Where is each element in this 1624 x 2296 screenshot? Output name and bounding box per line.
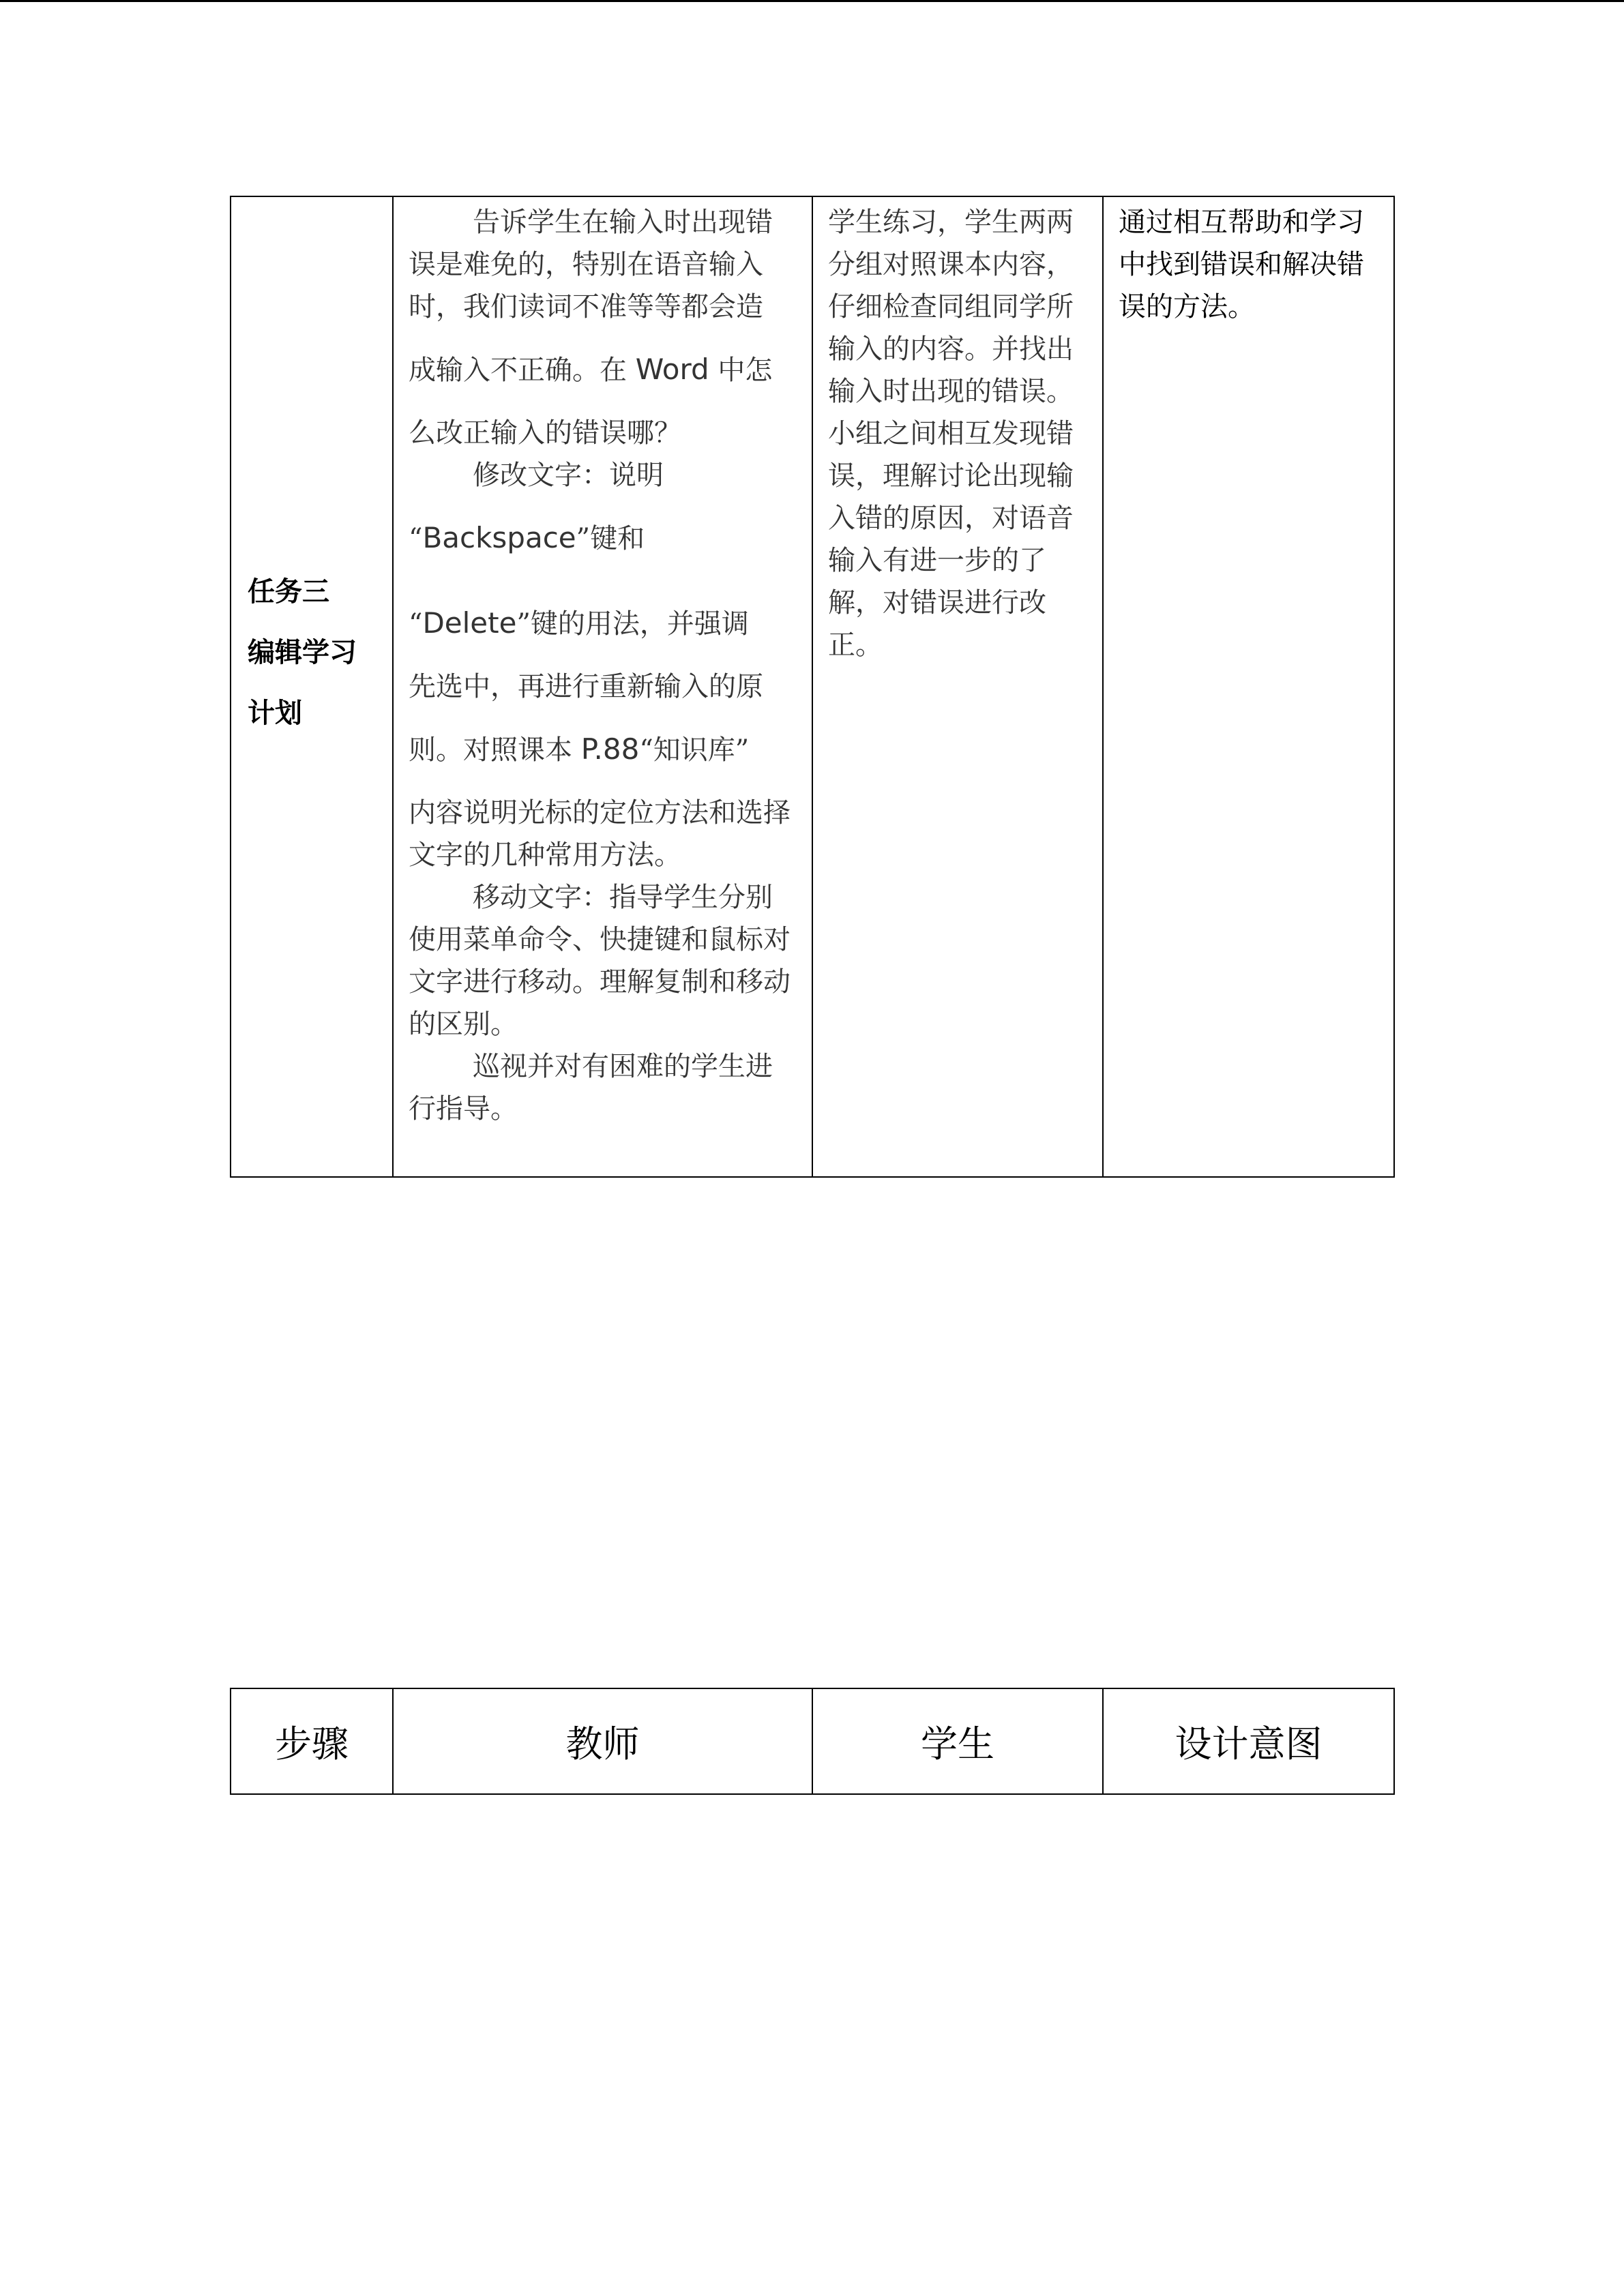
teacher-line (409, 328, 797, 391)
header-teacher: 教师 (393, 1688, 812, 1794)
text-span: P.88 (580, 732, 640, 766)
teacher-line: 么改正输入的错误哪？ (409, 417, 681, 449)
table-row (231, 196, 1394, 1177)
text-span: Delete (422, 606, 517, 640)
text-span: 成输入不正确。在 (409, 355, 627, 386)
student-activity-text: 学生练习，学生两两分组对照课本内容，仔细检查同组同学所输入的内容。并找出输入时出现的错误。小组之间相互发现错误，理解讨论出现输入错的原因，对语音输入有进一步的了解，对错误进行改正。 (828, 207, 1074, 661)
teacher-paragraph: 巡视并对有困难的学生进行指导。 (409, 1051, 773, 1124)
table-header-row (231, 1688, 1394, 1794)
lesson-plan-header-table (230, 1688, 1395, 1795)
text-span: 中怎 (718, 355, 773, 386)
text-span: 则。对照课本 (409, 734, 572, 766)
design-intent-text: 通过相互帮助和学习中找到错误和解决错误的方法。 (1119, 207, 1364, 323)
step-line: 编辑学习 (248, 636, 357, 668)
header-step: 步骤 (231, 1688, 393, 1794)
teacher-cell (393, 196, 812, 1177)
text-span: “ (409, 608, 423, 640)
text-span: ”键的用法，并强调 (516, 608, 749, 640)
step-label (231, 562, 392, 744)
teacher-paragraph: 移动文字：指导学生分别使用菜单命令、快捷键和鼠标对文字进行移动。理解复制和移动的区别。 (409, 882, 791, 1040)
intent-cell (1103, 196, 1394, 1177)
header-student: 学生 (812, 1688, 1103, 1794)
header-intent: 设计意图 (1103, 1688, 1394, 1794)
text-span: ”键和 (576, 523, 645, 554)
text-span: Backspace (422, 521, 576, 554)
teacher-line: 内容说明光标的定位方法和选择文字的几种常用方法。 (409, 797, 791, 871)
teacher-paragraph: 告诉学生在输入时出现错误是难免的，特别在语音输入时，我们读词不准等等都会造 (409, 207, 773, 323)
teacher-line: 先选中，再进行重新输入的原 (409, 671, 763, 702)
step-line: 计划 (248, 697, 302, 729)
teacher-paragraph: 修改文字：说明 (473, 460, 664, 491)
teacher-activity-text (394, 197, 812, 1130)
student-cell (812, 196, 1103, 1177)
step-cell (231, 196, 393, 1177)
page-top-rule (0, 0, 1624, 2)
teacher-line (409, 708, 797, 771)
teacher-line (409, 560, 797, 645)
lesson-plan-table (230, 196, 1395, 1178)
text-span: “知识库” (639, 734, 750, 766)
text-span: Word (635, 353, 709, 386)
text-span: “ (409, 523, 423, 554)
step-line: 任务三 (248, 576, 329, 608)
teacher-line (409, 496, 797, 560)
